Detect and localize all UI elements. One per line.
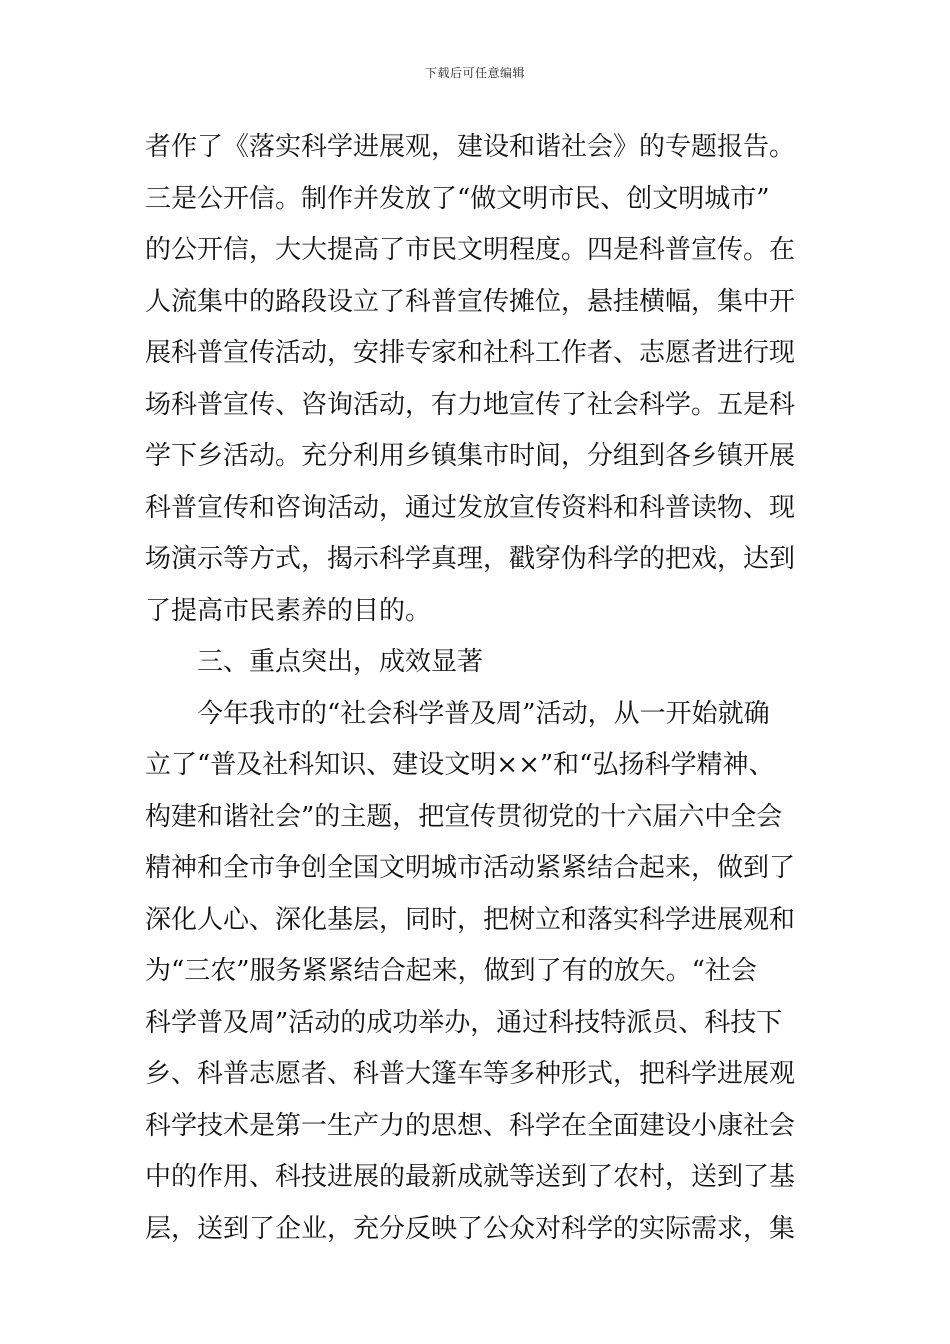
document-body [145, 122, 835, 1255]
text-line: 科学技术是第一生产力的思想、科学在全面建设小康社会 [145, 1110, 796, 1141]
text-line: 科学普及周”活动的成功举办，通过科技特派员、科技下 [145, 1007, 783, 1038]
text-line: 构建和谐社会”的主题，把宣传贯彻党的十六届六中全会 [145, 801, 783, 832]
text-line: 学下乡活动。充分利用乡镇集市时间，分组到各乡镇开展 [145, 441, 796, 471]
text-line: 为“三农”服务紧紧结合起来，做到了有的放矢。“社会 [145, 956, 757, 986]
text-line: 场演示等方式，揭示科学真理，戳穿伪科学的把戏，达到 [145, 544, 796, 574]
text-line: 立了“普及社科知识、建设文明××”和“弘扬科学精神、 [145, 750, 775, 780]
section-heading: 三、重点突出，成效显著 [197, 647, 484, 677]
text-line: 了提高市民素养的目的。 [145, 595, 432, 626]
text-line: 者作了《落实科学进展观，建设和谐社会》的专题报告。 [145, 132, 796, 162]
text-line: 科普宣传和咨询活动，通过发放宣传资料和科普读物、现 [145, 492, 796, 523]
text-line: 层，送到了企业，充分反映了公众对科学的实际需求，集 [145, 1213, 796, 1244]
text-line: 深化人心、深化基层，同时，把树立和落实科学进展观和 [145, 904, 796, 935]
page-header: 下载后可任意编辑 [424, 66, 525, 80]
text-line: 人流集中的路段设立了科普宣传摊位，悬挂横幅，集中开 [145, 286, 796, 317]
text-line: 乡、科普志愿者、科普大篷车等多种形式，把科学进展观 [145, 1059, 796, 1089]
text-line: 的公开信，大大提高了市民文明程度。四是科普宣传。在 [145, 235, 796, 265]
text-line: 精神和全市争创全国文明城市活动紧紧结合起来，做到了 [145, 853, 796, 883]
text-line: 三是公开信。制作并发放了“做文明市民、创文明城市” [145, 183, 770, 214]
text-line: 展科普宣传活动，安排专家和社科工作者、志愿者进行现 [145, 338, 796, 368]
text-line: 中的作用、科技进展的最新成就等送到了农村，送到了基 [145, 1162, 796, 1192]
text-line: 今年我市的“社会科学普及周”活动，从一开始就确 [197, 698, 770, 729]
text-line: 场科普宣传、咨询活动，有力地宣传了社会科学。五是科 [145, 389, 796, 420]
